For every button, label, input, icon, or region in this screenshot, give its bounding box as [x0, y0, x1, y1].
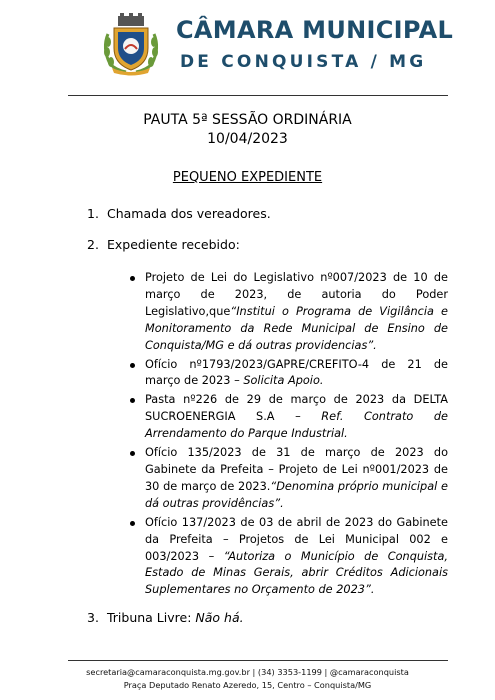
- bullet-emphasis: “Autoriza o Município de Conquista, Estado de Minas Gerais, abrir Créditos Adicionais Suplementares no Orçamento de 2023”.: [145, 549, 448, 597]
- list-item: [128, 392, 448, 443]
- bullet-emphasis: “Institui o Programa de Vigilância e Monitoramento da Rede Municipal de Ensino de Conquista/MG e dá outras providencias”.: [145, 304, 448, 352]
- agenda-item-tribune: 3. Tribuna Livre: Não há.: [87, 610, 244, 625]
- item-label: Expediente recebido:: [106, 237, 240, 252]
- item-value: Não há.: [195, 610, 244, 625]
- bullet-icon: [130, 363, 135, 368]
- header-divider: [68, 95, 448, 96]
- bullet-text: Pasta nº226 de 29 de março de 2023 da DELTA SUCROENERGIA S.A –: [145, 393, 448, 424]
- document-title: PAUTA 5ª SESSÃO ORDINÁRIA: [143, 112, 352, 128]
- list-item: [128, 270, 448, 355]
- document-header: [0, 0, 495, 92]
- footer-address: Praça Deputado Renato Azeredo, 15, Centro – Conquista/MG: [123, 680, 372, 690]
- item-number: 1.: [87, 206, 99, 221]
- item-number: 2.: [87, 237, 99, 252]
- bullet-icon: [130, 521, 135, 526]
- item-label: Tribuna Livre: [106, 610, 188, 625]
- bullet-icon: [130, 276, 135, 281]
- bullet-text: Ofício nº1793/2023/GAPRE/CREFITO-4 de 21 de março de 2023 –: [145, 357, 448, 388]
- bullet-icon: [130, 451, 135, 456]
- bullet-icon: [130, 398, 135, 403]
- bullet-emphasis: Solicita Apoio.: [243, 374, 324, 388]
- agenda-item-roll-call: [87, 206, 271, 221]
- item-label: Chamada dos vereadores.: [106, 206, 271, 221]
- list-item: [128, 357, 448, 391]
- bullet-emphasis: Ref. Contrato de Arrendamento do Parque Industrial.: [145, 410, 448, 441]
- agenda-item-received: [87, 237, 240, 252]
- footer-contact: secretaria@camaraconquista.mg.gov.br | (34) 3353-1199 | @camaraconquista: [86, 667, 409, 677]
- list-item: [128, 445, 448, 513]
- section-heading: PEQUENO EXPEDIENTE: [172, 170, 323, 185]
- bullet-text: Projeto de Lei do Legislativo nº007/2023 de 10 de março de 2023, de autoria do Poder Legislativo,que: [145, 271, 448, 318]
- brand-title: CÂMARA MUNICIPAL: [176, 16, 454, 44]
- item-number: 3.: [87, 610, 99, 625]
- bullet-emphasis: “Denomina próprio municipal e dá outras providências”.: [145, 479, 448, 510]
- bullet-text: Ofício 135/2023 de 31 de março de 2023 do Gabinete da Prefeita – Projeto de Lei nº001/2023 de 30 de março de 2023.: [145, 446, 448, 493]
- document-date: 10/04/2023: [207, 131, 288, 147]
- bullet-text: Ofício 137/2023 de 03 de abril de 2023 do Gabinete da Prefeita – Projetos de Lei Municipal 002 e 003/2023 –: [145, 515, 448, 563]
- footer-divider: [68, 660, 448, 661]
- list-item: [128, 515, 448, 600]
- municipal-coat-of-arms-icon: [100, 12, 162, 76]
- brand-subtitle: DE CONQUISTA / MG: [180, 52, 427, 72]
- received-documents-list: [128, 270, 448, 601]
